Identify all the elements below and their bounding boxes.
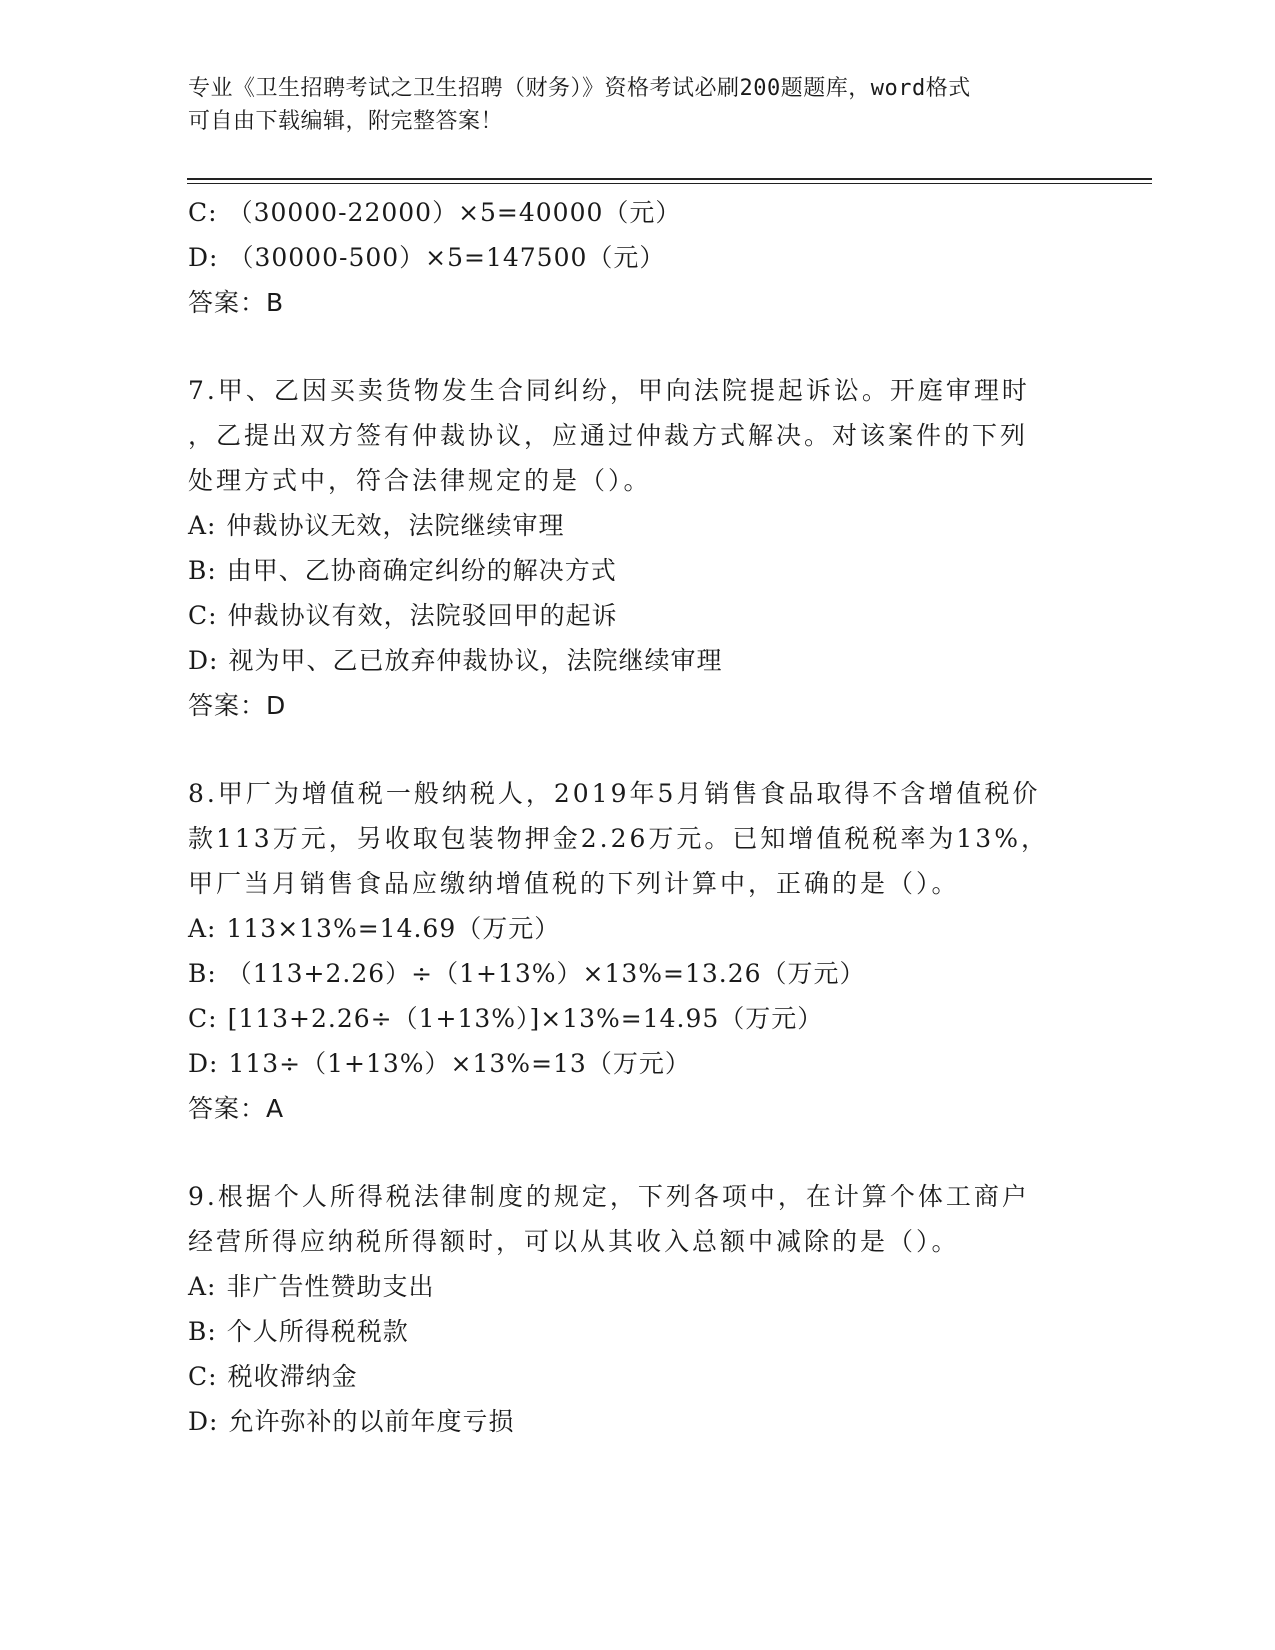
question-stem: 8.甲厂为增值税一般纳税人，2019年5月销售食品取得不含增值税价 款113万元，另收取包装物押金2.26万元。已知增值税税率为13%， 甲厂当月销售食品应缴纳增值税的下列计算中，正确的是（）。 bbox=[188, 779, 1049, 898]
question-9 bbox=[188, 1174, 1088, 1444]
option-b: B: （113+2.26）÷（1+13%）×13%=13.26（万元） bbox=[188, 959, 866, 988]
header-divider bbox=[187, 178, 1152, 180]
option-b: B: 由甲、乙协商确定纠纷的解决方式 bbox=[188, 556, 617, 585]
option-d: D: （30000-500）×5=147500（元） bbox=[188, 243, 666, 272]
option-a: A: 非广告性赞助支出 bbox=[188, 1272, 435, 1301]
question-8 bbox=[188, 771, 1088, 1131]
question-7 bbox=[188, 368, 1088, 728]
document-header bbox=[188, 72, 1068, 138]
question-stem: 7.甲、乙因买卖货物发生合同纠纷，甲向法院提起诉讼。开庭审理时 ，乙提出双方签有仲裁协议，应通过仲裁方式解决。对该案件的下列 处理方式中，符合法律规定的是（）。 bbox=[188, 376, 1030, 495]
option-a: A: 仲裁协议无效，法院继续审理 bbox=[188, 511, 565, 540]
document-body bbox=[188, 190, 1088, 1444]
option-b: B: 个人所得税税款 bbox=[188, 1317, 409, 1346]
header-divider-thin bbox=[187, 183, 1152, 184]
previous-question-tail bbox=[188, 190, 1088, 325]
option-c: C: [113+2.26÷（1+13%）]×13%=14.95（万元） bbox=[188, 1004, 824, 1033]
option-d: D: 允许弥补的以前年度亏损 bbox=[188, 1407, 515, 1436]
answer-line: 答案：D bbox=[188, 691, 287, 720]
answer-line: 答案：B bbox=[188, 288, 285, 317]
option-c: C: 仲裁协议有效，法院驳回甲的起诉 bbox=[188, 601, 618, 630]
option-d: D: 113÷（1+13%）×13%=13（万元） bbox=[188, 1049, 691, 1078]
option-c: C: 税收滞纳金 bbox=[188, 1362, 358, 1391]
header-title-line: 专业《卫生招聘考试之卫生招聘（财务）》资格考试必刷200题题库，word格式 bbox=[188, 76, 971, 101]
question-stem: 9.根据个人所得税法律制度的规定，下列各项中，在计算个体工商户 经营所得应纳税所得额时，可以从其收入总额中减除的是（）。 bbox=[188, 1182, 1030, 1256]
option-d: D: 视为甲、乙已放弃仲裁协议，法院继续审理 bbox=[188, 646, 723, 675]
header-subtitle-line: 可自由下载编辑，附完整答案！ bbox=[188, 109, 504, 134]
answer-line: 答案：A bbox=[188, 1094, 285, 1123]
option-c: C: （30000-22000）×5=40000（元） bbox=[188, 198, 682, 227]
option-a: A: 113×13%=14.69（万元） bbox=[188, 914, 561, 943]
